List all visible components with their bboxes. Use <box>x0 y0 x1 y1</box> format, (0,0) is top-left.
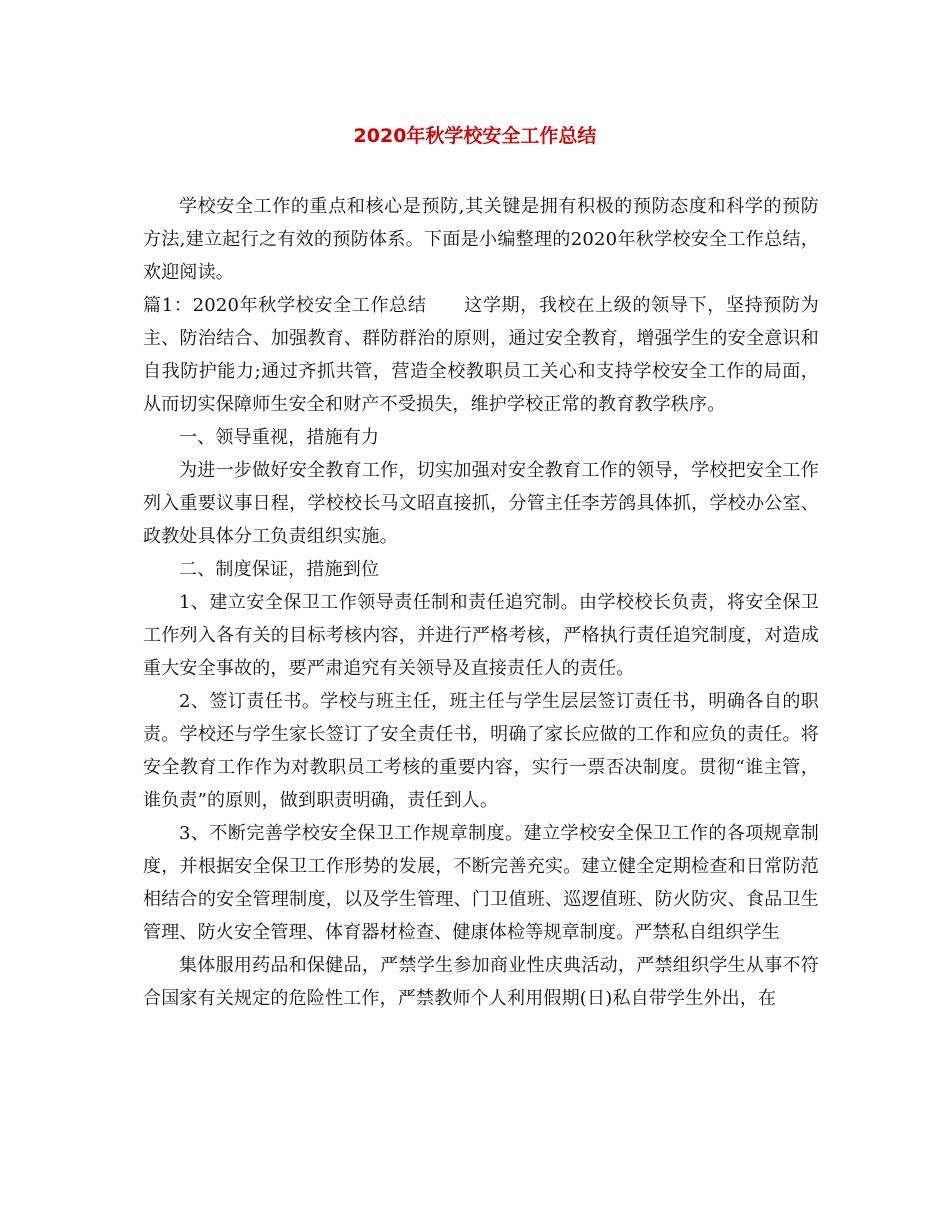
article-1-paragraph: 篇1：2020年秋学校安全工作总结 这学期，我校在上级的领导下，坚持预防为主、防治结合、加强教育、群防群治的原则，通过安全教育，增强学生的安全意识和自我防护能力;通过齐抓共管，营造全校教职员工关心和支持学校安全工作的局面，从而切实保障师生安全和财产不受损失，维护学校正常的教育教学秩序。 <box>143 295 819 415</box>
section-1-paragraph: 为进一步做好安全教育工作，切实加强对安全教育工作的领导，学校把安全工作列入重要议事日程，学校校长马文昭直接抓，分管主任李芳鸽具体抓，学校办公室、政教处具体分工负责组织实施。 <box>143 460 819 547</box>
continuation-paragraph: 集体服用药品和保健品，严禁学生参加商业性庆典活动，严禁组织学生从事不符合国家有关规定的危险性工作，严禁教师个人利用假期(日)私自带学生外出，在 <box>143 955 819 1009</box>
item-1-paragraph: 1、建立安全保卫工作领导责任制和责任追究制。由学校校长负责，将安全保卫工作列入各有关的目标考核内容，并进行严格考核，严格执行责任追究制度，对造成重大安全事故的，要严肃追究有关领导及直接责任人的责任。 <box>143 592 819 679</box>
document-title: 2020年秋学校安全工作总结 <box>353 125 597 147</box>
intro-paragraph: 学校安全工作的重点和核心是预防,其关键是拥有积极的预防态度和科学的预防方法,建立起行之有效的预防体系。下面是小编整理的2020年秋学校安全工作总结，欢迎阅读。 <box>143 196 819 283</box>
document-body <box>143 190 819 1015</box>
section-heading-2: 二、制度保证，措施到位 <box>179 559 380 580</box>
item-3-paragraph: 3、不断完善学校安全保卫工作规章制度。建立学校安全保卫工作的各项规章制度，并根据安全保卫工作形势的发展，不断完善充实。建立健全定期检查和日常防范相结合的安全管理制度，以及学生管理、门卫值班、巡逻值班、防火防灾、食品卫生管理、防火安全管理、体育器材检查、健康体检等规章制度。严禁私自组织学生 <box>143 823 819 943</box>
item-2-paragraph: 2、签订责任书。学校与班主任，班主任与学生层层签订责任书，明确各自的职责。学校还与学生家长签订了安全责任书，明确了家长应做的工作和应负的责任。将安全教育工作作为对教职员工考核的重要内容，实行一票否决制度。贯彻“谁主管，谁负责”的原则，做到职责明确，责任到人。 <box>143 691 819 811</box>
section-heading-1: 一、领导重视，措施有力 <box>179 427 380 448</box>
